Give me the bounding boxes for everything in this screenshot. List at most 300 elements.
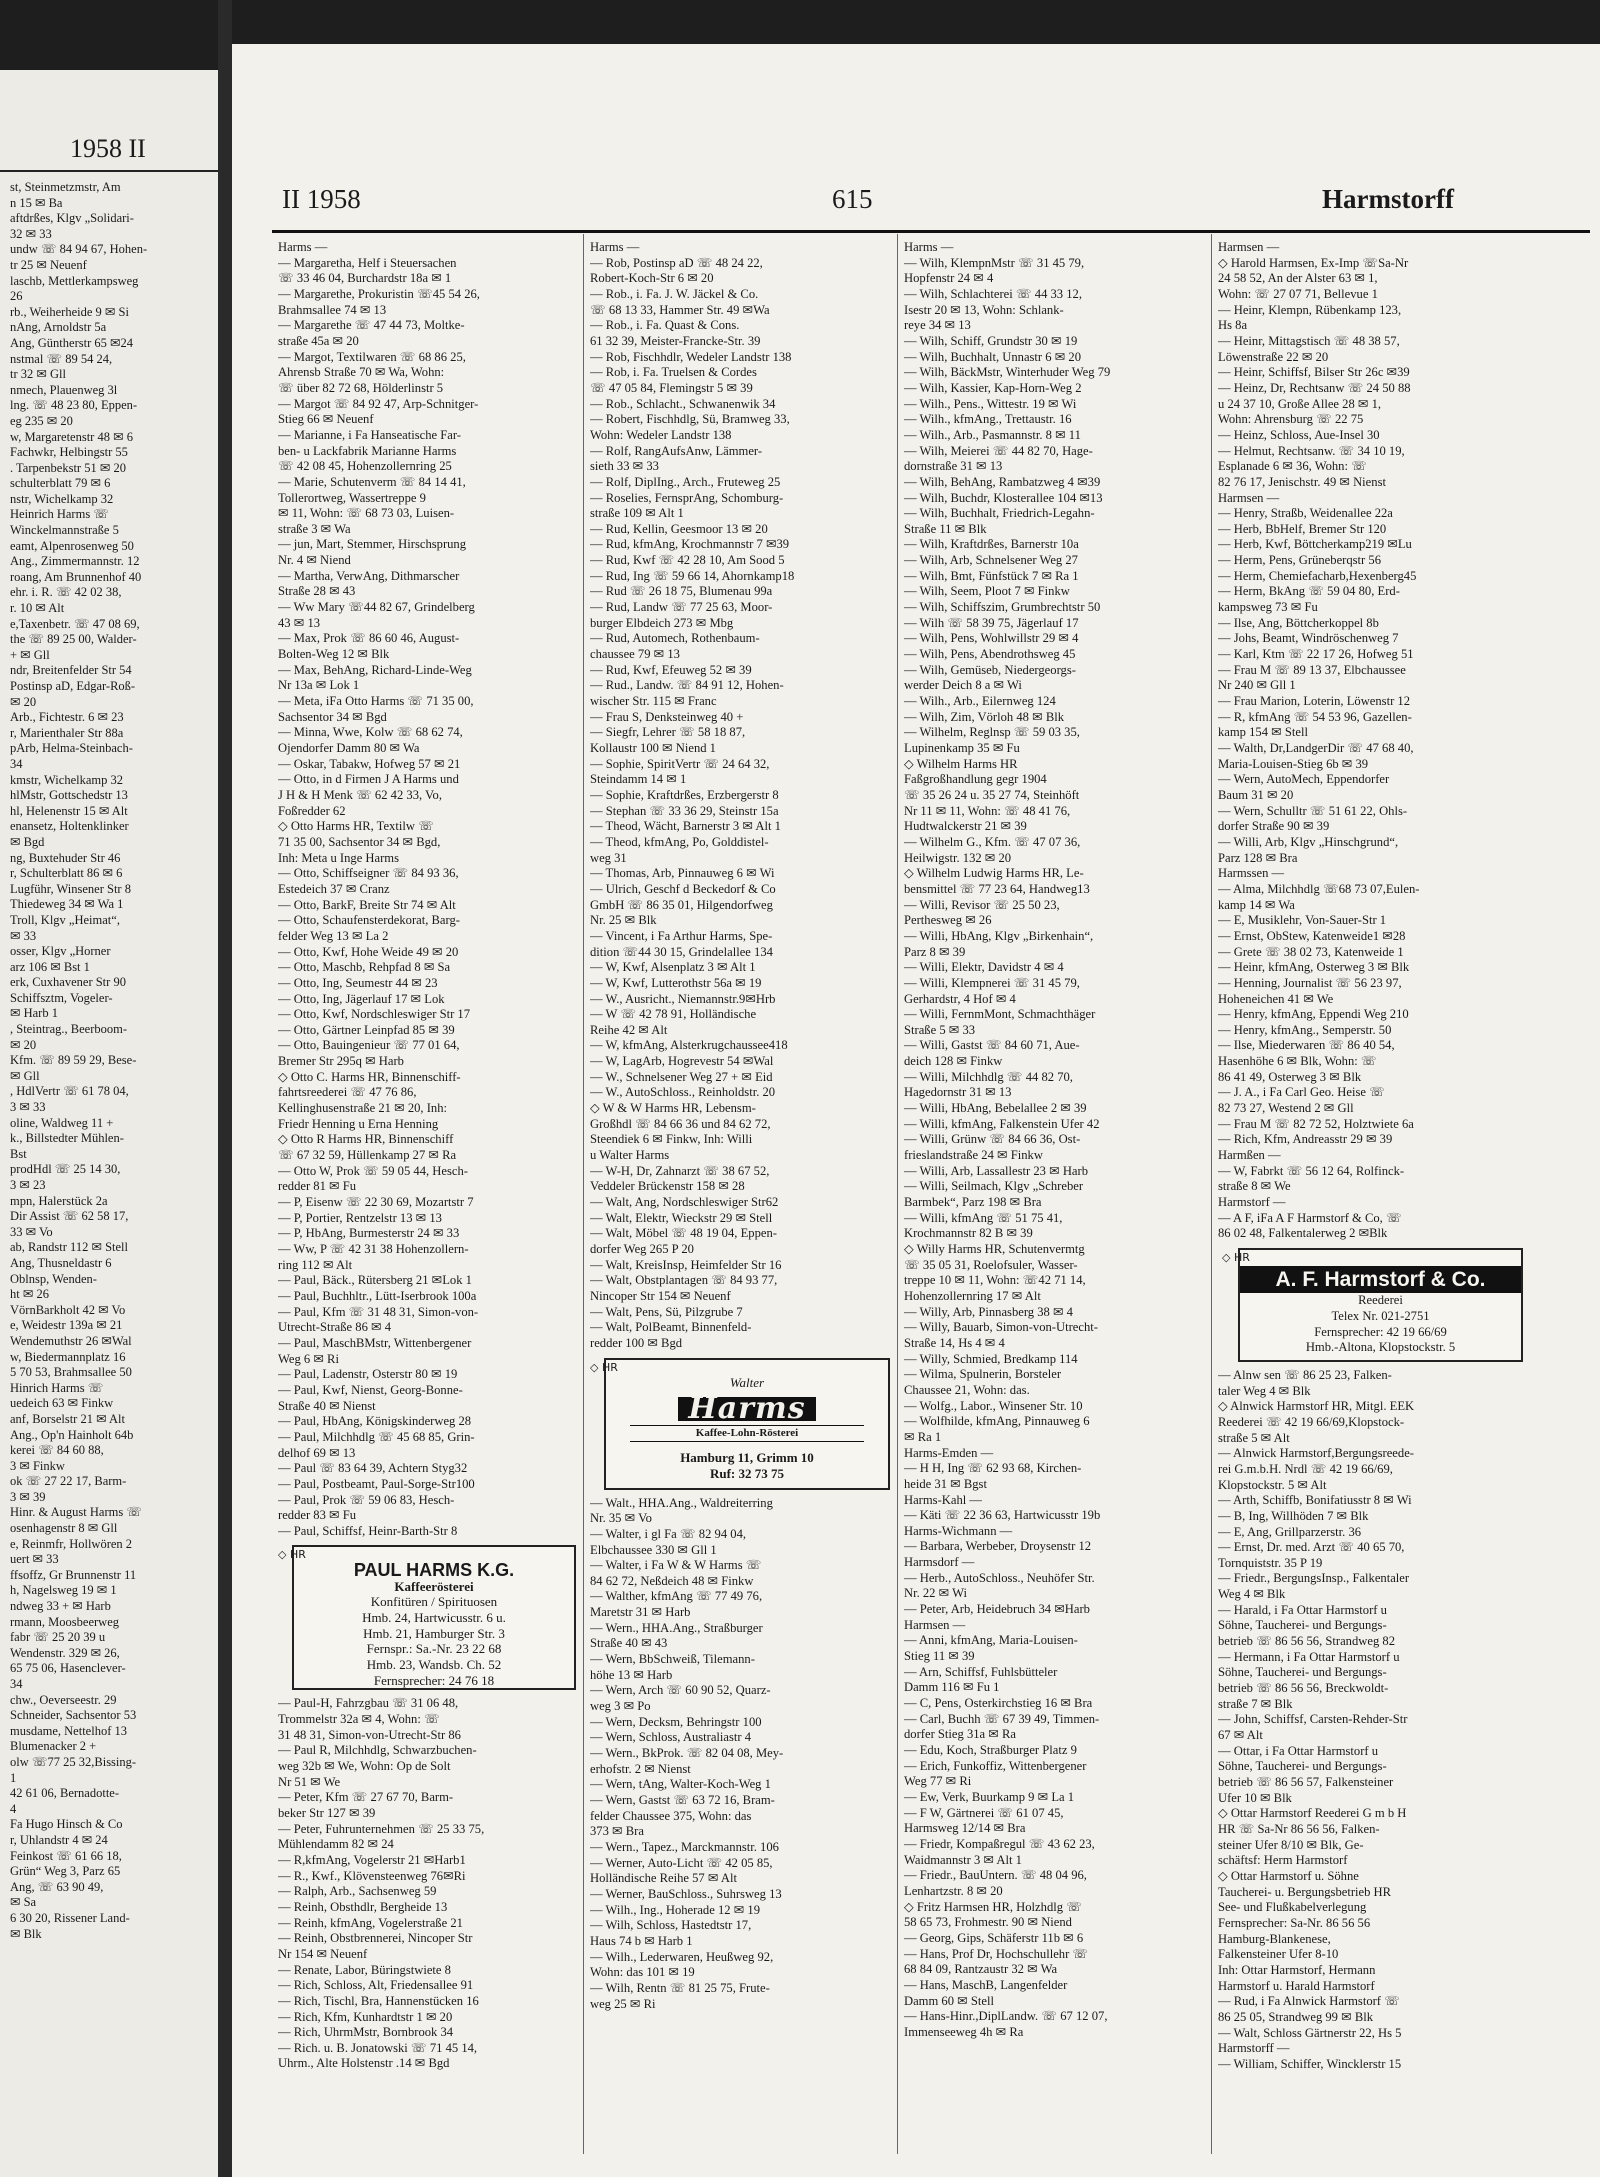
directory-entry-line: dition ☏44 30 15, Grindelallee 134 bbox=[590, 944, 773, 959]
directory-entry-line: — Wilh, Gemüseb, Niedergeorgs- bbox=[904, 662, 1076, 677]
directory-entry-line: 86 25 05, Strandweg 99 ✉ Blk bbox=[1218, 2009, 1374, 2024]
directory-entry-line: Stieg 11 ✉ 39 bbox=[904, 1649, 975, 1664]
directory-entry-line: ◇ Harold Harmsen, Ex-Imp ☏Sa-Nr bbox=[1218, 255, 1409, 270]
column-divider bbox=[1211, 234, 1212, 2154]
directory-entry-line: Bolten-Weg 12 ✉ Blk bbox=[278, 647, 390, 662]
directory-entry-line: — Rob., i. Fa. Quast & Cons. bbox=[590, 318, 740, 333]
directory-entry-line: Harmsen — bbox=[904, 1617, 966, 1632]
directory-entry-line: — Ilse, Ang, Böttcherkoppel 8b bbox=[1218, 615, 1379, 630]
directory-entry-line: — Walt, Obstplantagen ☏ 84 93 77, bbox=[590, 1273, 778, 1288]
directory-entry-line: Brahmsallee 74 ✉ 13 bbox=[278, 302, 387, 317]
directory-entry-line: — Paul, Ladenstr, Osterstr 80 ✉ 19 bbox=[278, 1367, 458, 1382]
directory-entry-line: erk, Cuxhavener Str 90 bbox=[10, 975, 126, 990]
directory-entry-line: — Heinz, Dr, Rechtsanw ☏ 24 50 88 bbox=[1218, 380, 1411, 395]
directory-entry-line: — Rich, Kfm, Kunhardtstr 1 ✉ 20 bbox=[278, 2009, 453, 2024]
directory-entry-line: Hinrich Harms ☏ bbox=[10, 1380, 104, 1395]
directory-entry-line: — Wilh, Schloss, Hastedtstr 17, bbox=[590, 1918, 752, 1933]
directory-entry-line: Ang, Güntherstr 65 ✉24 bbox=[10, 335, 133, 350]
directory-entry-line: Harmstorf u. Harald Harmstorf bbox=[1218, 1978, 1375, 1993]
directory-entry-line: 68 84 09, Rantzaustr 32 ✉ Wa bbox=[904, 1962, 1058, 1977]
directory-entry-line: Nr. 4 ✉ Niend bbox=[278, 553, 351, 568]
directory-entry-line: Straße 5 ✉ 33 bbox=[904, 1022, 976, 1037]
ad-line: Fernsprecher: 24 76 18 bbox=[373, 1672, 495, 1688]
directory-entry-line: — Rich, UhrmMstr, Bornbrook 34 bbox=[278, 2025, 454, 2040]
directory-entry-line: Wohn: das 101 ✉ 19 bbox=[590, 1965, 695, 1980]
directory-entry-line: Löwenstraße 22 ✉ 20 bbox=[1218, 349, 1329, 364]
directory-entry-line: — Willi, HbAng, Bebelallee 2 ✉ 39 bbox=[904, 1101, 1087, 1116]
directory-entry-line: redder 83 ✉ Fu bbox=[278, 1508, 357, 1523]
directory-entry-line: — Wilh, Kraftdrßes, Barnerstr 10a bbox=[904, 537, 1079, 552]
directory-entry-line: — Barbara, Werbeber, Droysenstr 12 bbox=[904, 1539, 1092, 1554]
directory-entry-line: Troll, Klgv „Heimat“, bbox=[10, 912, 120, 927]
directory-entry-line: — Wilh., Lederwaren, Heußweg 92, bbox=[590, 1949, 774, 1964]
directory-entry-line: nAng, Arnoldstr 5a bbox=[10, 320, 107, 335]
directory-entry-line: Harms — bbox=[278, 240, 328, 254]
directory-entry-line: Feinkost ☏ 61 66 18, bbox=[10, 1848, 122, 1863]
directory-entry-line: — Willi, kfmAng ☏ 51 75 41, bbox=[904, 1210, 1063, 1225]
directory-entry-line: — Paul-H, Fahrzgbau ☏ 31 06 48, bbox=[278, 1696, 459, 1711]
left-page-year: 1958 II bbox=[70, 134, 146, 163]
directory-entry-line: ◇ Wilhelm Harms HR bbox=[904, 756, 1018, 771]
directory-entry-line: — Wilh, Schlachterei ☏ 44 33 12, bbox=[904, 286, 1082, 301]
directory-entry-line: — Alnw sen ☏ 86 25 23, Falken- bbox=[1218, 1367, 1392, 1382]
directory-entry-line: — Ottar, i Fa Ottar Harmstorf u bbox=[1218, 1743, 1379, 1758]
directory-entry-line: betrieb ☏ 86 56 56, Strandweg 82 bbox=[1218, 1634, 1395, 1649]
directory-entry-line: ehr. i. R. ☏ 42 02 38, bbox=[10, 585, 122, 600]
ad-harmstorf bbox=[1222, 1248, 1523, 1362]
directory-entry-line: frieslandstraße 24 ✉ Finkw bbox=[904, 1148, 1043, 1163]
directory-entry-line: eg 235 ✉ 20 bbox=[10, 413, 73, 428]
directory-entry-line: Oblnsp, Wenden- bbox=[10, 1271, 97, 1286]
page-number: 615 bbox=[832, 184, 873, 214]
ad-line: Hmb. 23, Wandsb. Ch. 52 bbox=[366, 1657, 502, 1673]
directory-entry-line: — Karl, Ktm ☏ 22 17 26, Hofweg 51 bbox=[1218, 647, 1414, 662]
book-gutter bbox=[218, 0, 232, 2177]
directory-entry-line: ndweg 33 + ✉ Harb bbox=[10, 1599, 111, 1614]
directory-entry-line: dorfer Stieg 31a ✉ Ra bbox=[904, 1727, 1016, 1742]
directory-entry-line: ◇ Otto R Harms HR, Binnenschiff bbox=[278, 1132, 454, 1147]
directory-entry-line: treppe 10 ✉ 11, Wohn: ☏42 71 14, bbox=[904, 1273, 1086, 1288]
directory-entry-line: — Wilhelm, Reglnsp ☏ 59 03 35, bbox=[904, 725, 1080, 740]
directory-entry-line: — Otto, Ing, Jägerlauf 17 ✉ Lok bbox=[278, 991, 445, 1006]
directory-entry-line: — Wilh, Zim, Vörloh 48 ✉ Blk bbox=[904, 709, 1065, 724]
directory-entry-line: — Frau Marion, Loterin, Löwenstr 12 bbox=[1218, 694, 1411, 709]
logo-top-text: Walter bbox=[729, 1375, 765, 1391]
directory-entry-line: Harmßen — bbox=[1218, 1148, 1281, 1163]
directory-entry-line: — Wilh, Arb, Schnelsener Weg 27 bbox=[904, 553, 1078, 568]
directory-entry-line: h, Nagelsweg 19 ✉ 1 bbox=[10, 1583, 117, 1598]
directory-entry-line: — Wilh., Arb., Pasmannstr. 8 ✉ 11 bbox=[904, 427, 1081, 442]
directory-entry-line: hl, Helenenstr 15 ✉ Alt bbox=[10, 803, 128, 818]
directory-entry-line: — Sophie, Kraftdrßes, Erzbergerstr 8 bbox=[590, 787, 779, 802]
directory-entry-line: w, Margaretenstr 48 ✉ 6 bbox=[10, 429, 133, 444]
directory-entry-line: Nr. 25 ✉ Blk bbox=[590, 913, 657, 928]
directory-entry-line: — Wern, AutoMech, Eppendorfer bbox=[1218, 772, 1390, 787]
directory-entry-line: — Rich, Schloss, Alt, Friedensallee 91 bbox=[278, 1978, 474, 1993]
directory-entry-line: — Anni, kfmAng, Maria-Louisen- bbox=[904, 1633, 1078, 1648]
directory-entry-line: ☏ 47 05 84, Flemingstr 5 ✉ 39 bbox=[590, 380, 753, 395]
directory-entry-line: ✉ 11, Wohn: ☏ 68 73 03, Luisen- bbox=[278, 506, 455, 521]
ad-marker: ◇ HR bbox=[278, 1548, 306, 1562]
directory-entry-line: — Walt, PolBeamt, Binnenfeld- bbox=[590, 1320, 752, 1335]
directory-entry-line: — W., AutoSchloss., Reinholdstr. 20 bbox=[590, 1085, 776, 1100]
directory-entry-line: Esplanade 6 ✉ 36, Wohn: ☏ bbox=[1218, 459, 1367, 474]
directory-entry-line: — Oskar, Tabakw, Hofweg 57 ✉ 21 bbox=[278, 756, 461, 771]
directory-entry-line: — R, kfmAng ☏ 54 53 96, Gazellen- bbox=[1218, 709, 1412, 724]
directory-entry-line: — Reinh, kfmAng, Vogelerstraße 21 bbox=[278, 1915, 463, 1930]
directory-entry-line: Wohn: Ahrensburg ☏ 22 75 bbox=[1218, 412, 1364, 427]
directory-entry-line: — Walt, KreisInsp, Heimfelder Str 16 bbox=[590, 1257, 782, 1272]
ad-subtitle: Kaffeerösterei bbox=[394, 1578, 474, 1594]
directory-entry-line: — Ralph, Arb., Sachsenweg 59 bbox=[278, 1884, 437, 1899]
directory-entry-line: — Rich, Tischl, Bra, Hannenstücken 16 bbox=[278, 1993, 479, 2008]
column-1 bbox=[278, 240, 576, 2160]
directory-entry-line: betrieb ☏ 86 56 57, Falkensteiner bbox=[1218, 1775, 1394, 1789]
directory-entry-line: Nr 11 ✉ 11, Wohn: ☏ 48 41 76, bbox=[904, 803, 1071, 818]
directory-entry-line: Hopfenstr 24 ✉ 4 bbox=[904, 271, 994, 286]
directory-entry-line: Hinr. & August Harms ☏ bbox=[10, 1505, 142, 1520]
directory-entry-line: weg 32b ✉ We, Wohn: Op de Solt bbox=[278, 1759, 451, 1773]
directory-entry-line: reye 34 ✉ 13 bbox=[904, 318, 971, 333]
directory-entry-line: kampsweg 73 ✉ Fu bbox=[1218, 600, 1318, 615]
directory-entry-line: ☏ über 82 72 68, Hölderlinstr 5 bbox=[278, 380, 444, 395]
directory-entry-line: — Rich, Kfm, Andreasstr 29 ✉ 39 bbox=[1218, 1132, 1393, 1147]
directory-entry-line: — Käti ☏ 22 36 63, Hartwicusstr 19b bbox=[904, 1508, 1101, 1523]
ad-subtitle: Reederei bbox=[1358, 1293, 1403, 1308]
column-divider bbox=[583, 234, 584, 2154]
directory-entry-line: Fernsprecher: Sa-Nr. 86 56 56 bbox=[1218, 1915, 1371, 1930]
directory-entry-line: — Margaretha, Helf i Steuersachen bbox=[278, 255, 457, 270]
directory-entry-line: 84 62 72, Neßdeich 48 ✉ Finkw bbox=[590, 1573, 754, 1588]
directory-entry-line: 5 70 53, Brahmsallee 50 bbox=[10, 1365, 132, 1380]
directory-entry-line: Nr 13a ✉ Lok 1 bbox=[278, 678, 360, 693]
directory-entry-line: heide 31 ✉ Bgst bbox=[904, 1476, 987, 1491]
directory-entry-line: — Walt, Ang, Nordschleswiger Str62 bbox=[590, 1195, 779, 1210]
directory-entry-line: Maria-Louisen-Stieg 6b ✉ 39 bbox=[1218, 756, 1369, 771]
directory-entry-line: Elbchaussee 330 ✉ Gll 1 bbox=[590, 1542, 717, 1557]
directory-entry-line: Fa Hugo Hinsch & Co bbox=[10, 1817, 123, 1832]
directory-entry-line: — Herm, Chemiefacharb,Hexenberg45 bbox=[1218, 568, 1417, 583]
directory-entry-line: — Wilh, Pens, Abendrothsweg 45 bbox=[904, 647, 1076, 662]
directory-entry-line: chw., Oeverseestr. 29 bbox=[10, 1692, 117, 1707]
directory-entry-line: Ojendorfer Damm 80 ✉ Wa bbox=[278, 741, 420, 755]
directory-entry-line: — Hermann, i Fa Ottar Harmstorf u bbox=[1218, 1649, 1400, 1664]
directory-entry-line: Trommelstr 32a ✉ 4, Wohn: ☏ bbox=[278, 1712, 440, 1727]
directory-entry-line: — Wern., Tapez., Marckmannstr. 106 bbox=[590, 1839, 779, 1854]
directory-entry-line: ✉ 20 bbox=[10, 694, 37, 709]
directory-entry-line: 3 ✉ 39 bbox=[10, 1489, 46, 1504]
directory-entry-line: ☏ 67 32 59, Hüllenkamp 27 ✉ Ra bbox=[278, 1148, 457, 1163]
directory-entry-line: Sachsentor 34 ✉ Bgd bbox=[278, 709, 387, 724]
directory-entry-line: — Willi, kfmAng, Falkenstein Ufer 42 bbox=[904, 1116, 1100, 1131]
directory-entry-line: ✉ Gll bbox=[10, 1068, 40, 1083]
page-year: II 1958 bbox=[282, 184, 361, 214]
directory-entry-line: olw ☏77 25 32,Bissing- bbox=[10, 1754, 137, 1769]
directory-entry-line: 82 76 17, Jenischstr. 49 ✉ Nienst bbox=[1218, 474, 1386, 489]
directory-entry-line: steiner Ufer 8/10 ✉ Blk, Ge- bbox=[1218, 1837, 1364, 1852]
directory-entry-line: — Roselies, FernsprAng, Schomburg- bbox=[590, 490, 784, 505]
directory-entry-line: — Willi, FernmMont, Schmachthäger bbox=[904, 1007, 1096, 1022]
directory-entry-line: pArb, Helma-Steinbach- bbox=[10, 741, 133, 756]
page-header bbox=[232, 44, 1600, 230]
directory-entry-line: — Willi, Arb, Lassallestr 23 ✉ Harb bbox=[904, 1163, 1088, 1178]
directory-entry-line: ☏ 35 05 31, Roelofsuler, Wasser- bbox=[904, 1257, 1078, 1272]
directory-entry-line: straße 5 ✉ Alt bbox=[1218, 1430, 1290, 1445]
directory-entry-line: Harmsen — bbox=[1218, 240, 1280, 254]
directory-entry-line: ✉ Bgd bbox=[10, 834, 45, 849]
directory-entry-line: Harms-Kahl — bbox=[904, 1492, 982, 1507]
directory-entry-line: — Herm, BkAng ☏ 59 04 80, Erd- bbox=[1218, 584, 1400, 599]
directory-entry-line: 31 48 31, Simon-von-Utrecht-Str 86 bbox=[278, 1727, 461, 1742]
directory-entry-line: chaussee 79 ✉ 13 bbox=[590, 647, 680, 662]
directory-entry-line: Harms-Wichmann — bbox=[904, 1523, 1013, 1538]
directory-entry-line: VörnBarkholt 42 ✉ Vo bbox=[10, 1302, 126, 1317]
directory-entry-line: — Walt., HHA.Ang., Waldreiterring bbox=[590, 1495, 773, 1510]
directory-entry-line: GmbH ☏ 86 35 01, Hilgendorfweg bbox=[590, 897, 773, 912]
directory-entry-line: — R., Kwf., Klövensteenweg 76✉Ri bbox=[278, 1868, 466, 1883]
directory-entry-line: weg 3 ✉ Po bbox=[590, 1699, 651, 1714]
directory-entry-line: tr 32 ✉ Gll bbox=[10, 367, 66, 382]
directory-entry-line: — Margot ☏ 84 92 47, Arp-Schnitger- bbox=[278, 396, 479, 411]
directory-entry-line: — Wilh, Meierei ☏ 44 82 70, Hage- bbox=[904, 443, 1093, 458]
directory-entry-line: Perthesweg ✉ 26 bbox=[904, 913, 992, 928]
directory-entry-line: — Erich, Funkoffiz, Wittenbergener bbox=[904, 1758, 1087, 1773]
directory-entry-line: — Wilh, Bmt, Fünfstück 7 ✉ Ra 1 bbox=[904, 568, 1079, 583]
directory-entry-line: — Wilh, BäckMstr, Winterhuder Weg 79 bbox=[904, 365, 1111, 380]
directory-entry-line: — Wilh, Kassier, Kap-Horn-Weg 2 bbox=[904, 380, 1082, 395]
directory-entry-line: ✉ Blk bbox=[10, 1926, 42, 1941]
directory-entry-line: — Hans-Hinr.,DiplLandw. ☏ 67 12 07, bbox=[904, 2009, 1108, 2024]
directory-entry-line: — R,kfmAng, Vogelerstr 21 ✉Harb1 bbox=[278, 1852, 466, 1867]
directory-entry-line: — Stephan ☏ 33 36 29, Steinstr 15a bbox=[590, 803, 779, 818]
directory-entry-line: straße 45a ✉ 20 bbox=[278, 333, 359, 348]
directory-entry-line: — Werner, BauSchloss., Suhrsweg 13 bbox=[590, 1886, 782, 1901]
directory-entry-line: burger Elbdeich 273 ✉ Mbg bbox=[590, 615, 734, 630]
directory-entry-line: — Willy, Schmied, Bredkamp 114 bbox=[904, 1351, 1078, 1366]
directory-entry-line: Inh: Ottar Harmstorf, Hermann bbox=[1218, 1962, 1376, 1977]
directory-entry-line: w, Biedermannplatz 16 bbox=[10, 1349, 126, 1364]
directory-entry-line: wischer Str. 115 ✉ Franc bbox=[590, 694, 717, 709]
directory-entry-line: Faßgroßhandlung gegr 1904 bbox=[904, 772, 1047, 787]
directory-entry-line: Harms — bbox=[590, 240, 640, 254]
directory-entry-line: — Edu, Koch, Straßburger Platz 9 bbox=[904, 1743, 1077, 1757]
directory-entry-line: Ufer 10 ✉ Blk bbox=[1218, 1790, 1292, 1805]
directory-entry-line: — Otto W, Prok ☏ 59 05 44, Hesch- bbox=[278, 1163, 468, 1178]
entry-list bbox=[1218, 1368, 1523, 2073]
ad-title: PAUL HARMS K.G. bbox=[353, 1560, 515, 1581]
directory-entry-line: — E, Ang, Grillparzerstr. 36 bbox=[1218, 1524, 1362, 1539]
directory-entry-line: ◇ W & W Harms HR, Lebensm- bbox=[590, 1101, 756, 1116]
directory-entry-line: — W, kfmAng, Alsterkrugchaussee418 bbox=[590, 1038, 788, 1053]
directory-entry-line: dorfer Straße 90 ✉ 39 bbox=[1218, 819, 1330, 834]
directory-entry-line: — Carl, Buchh ☏ 67 39 49, Timmen- bbox=[904, 1711, 1100, 1726]
directory-entry-line: — Rud, Kwf ☏ 42 28 10, Am Sood 5 bbox=[590, 553, 785, 568]
directory-entry-line: — Wilma, Spulnerin, Borsteler bbox=[904, 1367, 1062, 1382]
directory-entry-line: e, Weidestr 139a ✉ 21 bbox=[10, 1318, 123, 1333]
directory-entry-line: ☏ 68 13 33, Hammer Str. 49 ✉Wa bbox=[590, 302, 770, 317]
directory-entry-line: — Willy, Arb, Pinnasberg 38 ✉ 4 bbox=[904, 1304, 1073, 1319]
directory-entry-line: Harmstorf — bbox=[1218, 1195, 1286, 1210]
directory-entry-line: — Heinr, kfmAng, Osterweg 3 ✉ Blk bbox=[1218, 960, 1410, 975]
directory-entry-line: ndr, Breitenfelder Str 54 bbox=[10, 663, 132, 678]
directory-entry-line: — Willy, Bauarb, Simon-von-Utrecht- bbox=[904, 1320, 1098, 1335]
directory-entry-line: — Rich. u. B. Jonatowski ☏ 71 45 14, bbox=[278, 2040, 478, 2055]
directory-entry-line: Tornquiststr. 35 P 19 bbox=[1218, 1555, 1323, 1570]
directory-entry-line: redder 100 ✉ Bgd bbox=[590, 1335, 683, 1350]
directory-entry-line: rmann, Moosbeerweg bbox=[10, 1614, 119, 1629]
directory-entry-line: — Wern., BkProk. ☏ 82 04 08, Mey- bbox=[590, 1746, 784, 1761]
directory-entry-line: nstr, Wichelkamp 32 bbox=[10, 491, 114, 506]
directory-entry-line: — Wilh, Buchhalt, Friedrich-Legahn- bbox=[904, 506, 1095, 521]
directory-entry-line: Tollerortweg, Wassertreppe 9 bbox=[278, 490, 426, 505]
directory-entry-line: Harms-Emden — bbox=[904, 1445, 994, 1460]
directory-entry-line: — Wilh., Pens., Wittestr. 19 ✉ Wi bbox=[904, 396, 1077, 411]
directory-entry-line: u Walter Harms bbox=[590, 1148, 670, 1163]
directory-entry-line: Hasenhöhe 6 ✉ Blk, Wohn: ☏ bbox=[1218, 1054, 1377, 1069]
ad-line: Konfitüren / Spirituosen bbox=[370, 1594, 498, 1610]
directory-entry-line: 34 bbox=[10, 756, 23, 771]
directory-entry-line: Lugführ, Winsener Str 8 bbox=[10, 881, 131, 896]
directory-entry-line: — Vincent, i Fa Arthur Harms, Spe- bbox=[590, 928, 773, 943]
directory-entry-line: ◇ Fritz Harmsen HR, Holzhdlg ☏ bbox=[904, 1899, 1082, 1914]
directory-entry-line: Harmsweg 12/14 ✉ Bra bbox=[904, 1821, 1026, 1836]
page-keyword: Harmstorff bbox=[1322, 184, 1454, 214]
directory-entry-line: — Wern., HHA.Ang., Straßburger bbox=[590, 1620, 763, 1635]
directory-entry-line: weg 31 bbox=[590, 850, 627, 865]
directory-entry-line: 34 bbox=[10, 1677, 23, 1691]
directory-entry-line: Utrecht-Straße 86 ✉ 4 bbox=[278, 1320, 392, 1335]
directory-entry-line: — Willi, Elektr, Davidstr 4 ✉ 4 bbox=[904, 960, 1064, 975]
directory-entry-line: — Helmut, Rechtsanw. ☏ 34 10 19, bbox=[1218, 443, 1405, 458]
directory-entry-line: Barmbek“, Parz 198 ✉ Bra bbox=[904, 1195, 1042, 1210]
directory-entry-line: Ahrensb Straße 70 ✉ Wa, Wohn: bbox=[278, 365, 445, 380]
left-page-column bbox=[10, 180, 215, 1942]
directory-entry-line: — Walther, kfmAng ☏ 77 49 76, bbox=[590, 1589, 763, 1604]
directory-entry-line: — Herb., AutoSchloss., Neuhöfer Str. bbox=[904, 1570, 1095, 1585]
directory-entry-line: — Hans, Prof Dr, Hochschullehr ☏ bbox=[904, 1946, 1089, 1961]
directory-entry-line: — Ernst, ObStew, Katenweide1 ✉28 bbox=[1218, 928, 1406, 943]
directory-entry-line: — Paul, HbAng, Königskinderweg 28 bbox=[278, 1414, 472, 1429]
directory-entry-line: — Wilh., Ing., Hoherade 12 ✉ 19 bbox=[590, 1902, 761, 1917]
directory-entry-line: — W, LagArb, Hogrevestr 54 ✉Wal bbox=[590, 1054, 774, 1069]
directory-entry-line: — Robert, Fischhdlg, Sü, Bramweg 33, bbox=[590, 412, 790, 427]
directory-entry-line: roang, Am Brunnenhof 40 bbox=[10, 569, 142, 584]
directory-entry-line: Ang, Thusneldastr 6 bbox=[10, 1255, 112, 1270]
directory-entry-line: Straße 11 ✉ Blk bbox=[904, 521, 987, 536]
directory-entry-line: — P, Eisenw ☏ 22 30 69, Mozartstr 7 bbox=[278, 1195, 474, 1210]
directory-entry-line: — Walt, Schloss Gärtnerstr 22, Hs 5 bbox=[1218, 2025, 1402, 2040]
directory-entry-line: — Wilh, Buchdr, Klosterallee 104 ✉13 bbox=[904, 490, 1103, 505]
directory-entry-line: — Rob, i. Fa. Truelsen & Cordes bbox=[590, 365, 757, 380]
directory-entry-line: Ang, ☏ 63 90 49, bbox=[10, 1879, 104, 1894]
directory-entry-line: — A F, iFa A F Harmstorf & Co, ☏ bbox=[1218, 1210, 1402, 1225]
directory-entry-line: — Max, Prok ☏ 86 60 46, August- bbox=[278, 631, 460, 646]
directory-entry-line: ◇ Otto Harms HR, Textilw ☏ bbox=[278, 819, 434, 834]
directory-entry-line: ☏ 42 08 45, Hohenzollernring 25 bbox=[278, 459, 452, 474]
directory-entry-line: — Rolf, RangAufsAnw, Lämmer- bbox=[590, 443, 763, 458]
directory-entry-line: — William, Schiffer, Wincklerstr 15 bbox=[1218, 2056, 1402, 2071]
directory-entry-line: r. 10 ✉ Alt bbox=[10, 601, 65, 616]
directory-entry-line: — Rob., Schlacht., Schwanenwik 34 bbox=[590, 396, 776, 411]
directory-entry-line: 32 ✉ 33 bbox=[10, 226, 52, 241]
directory-entry-line: Blumenacker 2 + bbox=[10, 1739, 97, 1754]
directory-entry-line: , Steintrag., Beerboom- bbox=[10, 1022, 127, 1037]
directory-entry-line: Söhne, Taucherei- und Bergungs- bbox=[1218, 1665, 1387, 1680]
directory-entry-line: — Rud, Ing ☏ 59 66 14, Ahornkamp18 bbox=[590, 568, 795, 583]
directory-entry-line: Waidmannstr 3 ✉ Alt 1 bbox=[904, 1852, 1022, 1867]
directory-entry-line: — Rud, kfmAng, Krochmannstr 7 ✉39 bbox=[590, 537, 790, 552]
directory-entry-line: Gerhardstr, 4 Hof ✉ 4 bbox=[904, 991, 1016, 1006]
column-divider bbox=[897, 234, 898, 2154]
directory-entry-line: 373 ✉ Bra bbox=[590, 1824, 644, 1839]
entry-list bbox=[278, 240, 576, 1539]
directory-entry-line: 6 30 20, Rissener Land- bbox=[10, 1910, 130, 1925]
directory-entry-line: — Margot, Textilwaren ☏ 68 86 25, bbox=[278, 349, 466, 364]
directory-entry-line: Wohn: ☏ 27 07 71, Bellevue 1 bbox=[1218, 286, 1378, 301]
directory-entry-line: straße 8 ✉ We bbox=[1218, 1179, 1291, 1194]
directory-entry-line: — Rud, Automech, Rothenbaum- bbox=[590, 631, 760, 646]
directory-entry-line: — H H, Ing ☏ 62 93 68, Kirchen- bbox=[904, 1461, 1082, 1476]
directory-entry-line: — Willi, Revisor ☏ 25 50 23, bbox=[904, 897, 1060, 912]
directory-entry-line: nstmal ☏ 89 54 24, bbox=[10, 351, 113, 366]
directory-entry-line: dorfer Weg 265 P 20 bbox=[590, 1242, 694, 1256]
directory-entry-line: 3 ✉ 23 bbox=[10, 1178, 46, 1192]
ad-phone: Ruf: 32 73 75 bbox=[709, 1465, 785, 1481]
directory-entry-line: Winckelmannstraße 5 bbox=[10, 523, 119, 538]
directory-entry-line: hlMstr, Gottschedstr 13 bbox=[10, 788, 128, 803]
directory-entry-line: — Paul, Kfm ☏ 31 48 31, Simon-von- bbox=[278, 1304, 479, 1319]
directory-entry-line: Wohn: Wedeler Landstr 138 bbox=[590, 427, 732, 442]
directory-entry-line: ✉ Harb 1 bbox=[10, 1006, 58, 1021]
directory-entry-line: ◇ Ottar Harmstorf u. Söhne bbox=[1218, 1868, 1359, 1883]
directory-entry-line: — Wern, Gastst ☏ 63 72 16, Bram- bbox=[590, 1793, 775, 1807]
directory-entry-line: Straße 14, Hs 4 ✉ 4 bbox=[904, 1335, 1005, 1350]
directory-entry-line: Nr. 22 ✉ Wi bbox=[904, 1586, 967, 1601]
directory-entry-line: — Wern, tAng, Walter-Koch-Weg 1 bbox=[590, 1777, 771, 1792]
directory-entry-line: straße 7 ✉ Blk bbox=[1218, 1696, 1293, 1711]
directory-entry-line: 86 02 48, Falkentalerweg 2 ✉Blk bbox=[1218, 1226, 1388, 1241]
directory-entry-line: — Paul, Prok ☏ 59 06 83, Hesch- bbox=[278, 1492, 455, 1507]
directory-entry-line: — Max, BehAng, Richard-Linde-Weg bbox=[278, 662, 472, 677]
directory-entry-line: weg 25 ✉ Ri bbox=[590, 1996, 656, 2011]
directory-entry-line: — Otto, Kwf, Nordschleswiger Str 17 bbox=[278, 1007, 471, 1022]
directory-entry-line: ng, Buxtehuder Str 46 bbox=[10, 850, 121, 865]
directory-entry-line: HR ☏ Sa-Nr 86 56 56, Falken- bbox=[1218, 1821, 1380, 1836]
directory-entry-line: — Friedr., BauUntern. ☏ 48 04 96, bbox=[904, 1868, 1087, 1883]
directory-entry-line: sieth 33 ✉ 33 bbox=[590, 459, 659, 474]
directory-entry-line: — Arn, Schiffsf, Fuhlsbütteler bbox=[904, 1664, 1058, 1679]
ad-walter-harms-kaffee bbox=[590, 1358, 890, 1490]
directory-entry-line: — Theod, kfmAng, Po, Golddistel- bbox=[590, 834, 769, 849]
entry-list bbox=[1218, 240, 1523, 1242]
directory-entry-line: ◇ Otto C. Harms HR, Binnenschiff- bbox=[278, 1069, 461, 1084]
directory-entry-line: Hoheneichen 41 ✉ We bbox=[1218, 991, 1334, 1006]
directory-entry-line: — Margarethe ☏ 47 44 73, Moltke- bbox=[278, 318, 465, 333]
directory-entry-line: 58 65 73, Frohmestr. 90 ✉ Niend bbox=[904, 1915, 1072, 1930]
directory-entry-line: ben- u Lackfabrik Marianne Harms bbox=[278, 443, 457, 458]
directory-entry-line: Weg 6 ✉ Ri bbox=[278, 1351, 339, 1366]
directory-entry-line: — Wolfhilde, kfmAng, Pinnauweg 6 bbox=[904, 1414, 1090, 1429]
directory-entry-line: — Ww Mary ☏44 82 67, Grindelberg bbox=[278, 600, 475, 615]
directory-entry-line: Robert-Koch-Str 6 ✉ 20 bbox=[590, 271, 714, 286]
directory-entry-line: + ✉ Gll bbox=[10, 647, 50, 662]
directory-entry-line: — Frau M ☏ 89 13 37, Elbchaussee bbox=[1218, 662, 1406, 677]
directory-entry-line: — Ew, Verk, Buurkamp 9 ✉ La 1 bbox=[904, 1789, 1075, 1804]
directory-entry-line: tr 25 ✉ Neuenf bbox=[10, 257, 87, 272]
directory-entry-line: — Johs, Beamt, Windröschenweg 7 bbox=[1218, 631, 1399, 646]
directory-entry-line: — Margarethe, Prokuristin ☏45 54 26, bbox=[278, 286, 480, 301]
directory-entry-line: ring 112 ✉ Alt bbox=[278, 1257, 353, 1272]
